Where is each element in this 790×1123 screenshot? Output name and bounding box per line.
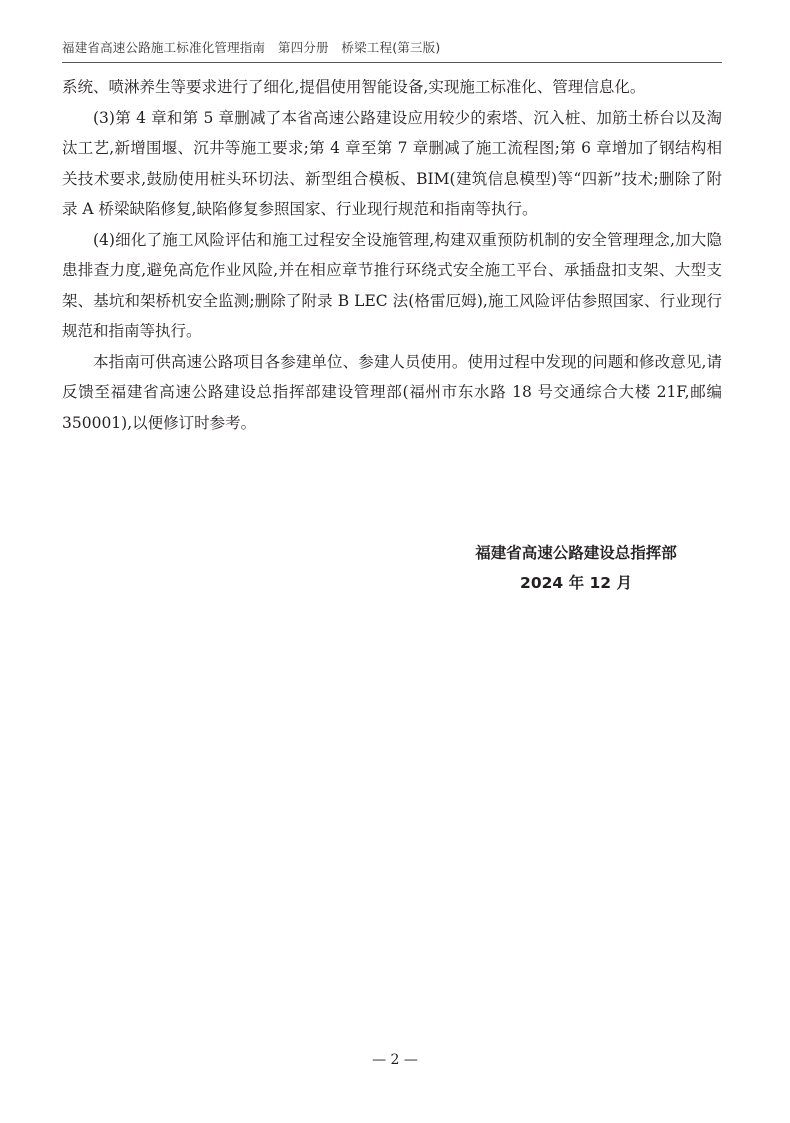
paragraph-continuation: 系统、喷淋养生等要求进行了细化,提倡使用智能设备,实现施工标准化、管理信息化。	[62, 78, 646, 96]
paragraph-item-3: (3)第 4 章和第 5 章删减了本省高速公路建设应用较少的索塔、沉入桩、加筋土桥台以及淘汰工艺,新增围堰、沉井等施工要求;第 4 章至第 7 章删减了施工流程图;第 6 章增加了钢结构相关技术要求,鼓励使用桩头环切法、新型组合模板、BIM(建筑信息模型)等“四新”技术;删除了附录 A 桥梁缺陷修复,缺陷修复参照国家、行业现行规范和指南等执行。	[62, 108, 722, 218]
running-header: 福建省高速公路施工标准化管理指南 第四分册 桥梁工程(第三版)	[62, 40, 441, 55]
signature-organization: 福建省高速公路建设总指挥部	[475, 544, 677, 562]
paragraph-item-4: (4)细化了施工风险评估和施工过程安全设施管理,构建双重预防机制的安全管理理念,加大隐患排查力度,避免高危作业风险,并在相应章节推行环绕式安全施工平台、承插盘扣支架、大型支架、基坑和架桥机安全监测;删除了附录 B LEC 法(格雷厄姆),施工风险评估参照国家、行业现行规范和指南等执行。	[62, 230, 722, 340]
signature-date: 2024 年 12 月	[520, 574, 632, 592]
paragraph-usage-note: 本指南可供高速公路项目各参建单位、参建人员使用。使用过程中发现的问题和修改意见,请反馈至福建省高速公路建设总指挥部建设管理部(福州市东水路 18 号交通综合大楼 21F,邮编 350001),以便修订时参考。	[62, 352, 722, 432]
header-divider	[62, 62, 722, 63]
page-number: — 2 —	[372, 1052, 418, 1068]
body-text	[62, 72, 722, 438]
signature-block	[438, 538, 714, 598]
